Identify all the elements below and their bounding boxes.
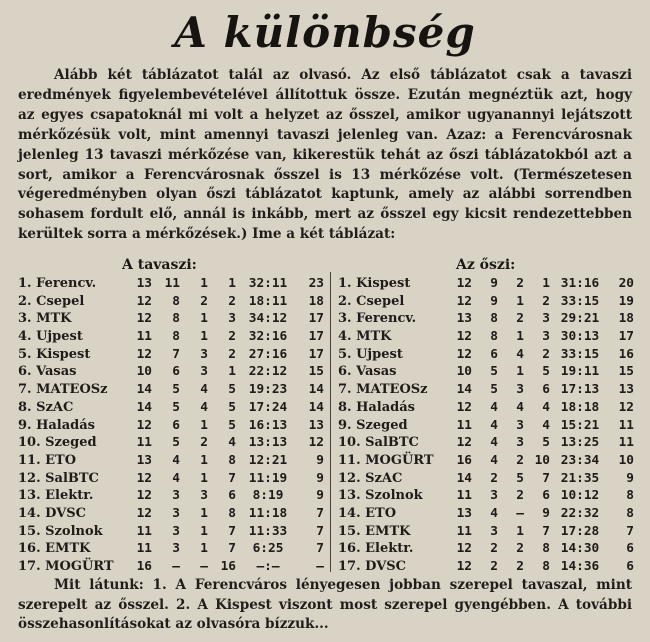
cell-pts: 11 (618, 417, 634, 433)
cell-d: 3 (200, 364, 208, 380)
cell-d: 1 (516, 523, 524, 539)
cell-goals: 14:36 (560, 559, 600, 574)
cell-p: 11 (136, 435, 152, 451)
cell-pts: 23 (308, 276, 324, 291)
cell-p: 12 (456, 293, 472, 309)
cell-team: 2. Csepel (338, 293, 405, 309)
cell-pts: 18 (308, 293, 324, 309)
cell-p: 11 (136, 329, 152, 345)
cell-d: 2 (200, 435, 208, 451)
cell-d: 2 (200, 293, 208, 309)
cell-pts: 16 (618, 346, 634, 362)
cell-goals: 14:30 (560, 541, 600, 557)
cell-w: 8 (172, 293, 180, 309)
cell-team: 3. MTK (18, 311, 72, 327)
cell-l: 4 (542, 417, 550, 433)
cell-d: 1 (200, 505, 208, 521)
cell-p: 13 (136, 452, 152, 468)
cell-w: 11 (164, 276, 180, 291)
cell-team: 13. Szolnok (338, 488, 423, 504)
cell-pts: 15 (308, 364, 324, 380)
cell-w: 3 (172, 505, 180, 521)
cell-goals: 11:33 (248, 523, 288, 539)
cell-w: 4 (490, 417, 498, 433)
cell-d: 2 (516, 452, 524, 468)
cell-d: 3 (516, 382, 524, 398)
cell-w: 4 (172, 452, 180, 468)
cell-w: 3 (172, 523, 180, 539)
table-row (18, 488, 328, 506)
cell-goals: 33:15 (560, 293, 600, 309)
cell-l: 1 (228, 364, 236, 380)
table-row (18, 506, 328, 524)
cell-w: 8 (172, 311, 180, 327)
cell-team: 14. DVSC (18, 505, 87, 521)
cell-w: 4 (490, 505, 498, 521)
table-row (338, 471, 638, 489)
cell-pts: 19 (618, 293, 634, 309)
cell-team: 10. Szeged (18, 435, 97, 451)
cell-pts: 9 (626, 470, 634, 486)
cell-pts: 17 (618, 329, 634, 345)
cell-l: 3 (542, 329, 550, 345)
cell-d: 4 (200, 399, 208, 415)
cell-d: 1 (200, 523, 208, 539)
cell-goals: 32:11 (248, 276, 288, 291)
cell-goals: 13:25 (560, 435, 600, 451)
cell-team: 5. Kispest (18, 346, 91, 362)
cell-d: 4 (516, 399, 524, 415)
cell-l: 2 (228, 329, 236, 345)
cell-team: 11. ETO (18, 452, 77, 468)
cell-p: 16 (456, 452, 472, 468)
cell-w: 6 (172, 364, 180, 380)
cell-l: 1 (228, 276, 236, 291)
cell-p: 12 (136, 346, 152, 362)
table-row (18, 329, 328, 347)
table-row (338, 382, 638, 400)
cell-goals: 12:21 (248, 452, 288, 468)
cell-pts: — (316, 559, 324, 574)
table-row (338, 559, 638, 577)
cell-pts: 12 (308, 435, 324, 451)
cell-p: 14 (136, 382, 152, 398)
cell-team: 13. Elektr. (18, 488, 94, 504)
cell-team: 1. Ferencv. (18, 276, 97, 291)
cell-goals: 15:21 (560, 417, 600, 433)
cell-d: 1 (516, 364, 524, 380)
cell-l: 7 (542, 523, 550, 539)
cell-l: 3 (228, 311, 236, 327)
cell-goals: 11:19 (248, 470, 288, 486)
cell-pts: 17 (308, 329, 324, 345)
cell-l: 8 (228, 452, 236, 468)
table-row (18, 382, 328, 400)
cell-d: 4 (516, 346, 524, 362)
cell-d: 4 (200, 382, 208, 398)
cell-w: 5 (172, 435, 180, 451)
cell-team: 10. SalBTC (338, 435, 419, 451)
table-row (338, 524, 638, 542)
cell-team: 14. ETO (338, 505, 397, 521)
cell-w: 4 (490, 435, 498, 451)
cell-d: 3 (200, 488, 208, 504)
table-row (338, 541, 638, 559)
cell-goals: 30:13 (560, 329, 600, 345)
cell-pts: 18 (618, 311, 634, 327)
cell-goals: 17:28 (560, 523, 600, 539)
cell-pts: 13 (308, 417, 324, 433)
table-row (18, 400, 328, 418)
cell-l: 6 (542, 382, 550, 398)
cell-d: 1 (516, 329, 524, 345)
cell-team: 3. Ferencv. (338, 311, 417, 327)
cell-pts: 8 (626, 505, 634, 521)
cell-pts: 15 (618, 364, 634, 380)
table-row (338, 400, 638, 418)
cell-l: 7 (228, 523, 236, 539)
cell-pts: 13 (618, 382, 634, 398)
cell-d: 2 (516, 276, 524, 291)
spring-standings-table (18, 276, 328, 577)
cell-l: 5 (542, 435, 550, 451)
cell-p: 13 (456, 311, 472, 327)
cell-l: 5 (228, 417, 236, 433)
cell-team: 7. MATEOSz (338, 382, 428, 398)
cell-p: 16 (136, 559, 152, 574)
table-row (18, 276, 328, 294)
cell-p: 12 (136, 505, 152, 521)
cell-p: 11 (456, 488, 472, 504)
cell-pts: 8 (626, 488, 634, 504)
cell-pts: 6 (626, 559, 634, 574)
cell-team: 11. MOGÜRT (338, 452, 434, 468)
cell-w: 8 (172, 329, 180, 345)
table-row (18, 541, 328, 559)
cell-w: 5 (172, 382, 180, 398)
cell-pts: 12 (618, 399, 634, 415)
cell-p: 11 (136, 541, 152, 557)
cell-p: 11 (136, 523, 152, 539)
cell-w: 5 (490, 382, 498, 398)
autumn-standings-table (338, 276, 638, 577)
cell-team: 12. SalBTC (18, 470, 99, 486)
table-row (338, 364, 638, 382)
table-row (338, 453, 638, 471)
table-row (18, 453, 328, 471)
cell-p: 12 (136, 488, 152, 504)
cell-d: 2 (516, 488, 524, 504)
cell-w: 2 (490, 541, 498, 557)
table-row (18, 311, 328, 329)
cell-goals: 27:16 (248, 346, 288, 362)
cell-w: 4 (490, 452, 498, 468)
table-row (338, 294, 638, 312)
cell-w: 6 (172, 417, 180, 433)
table-row (338, 329, 638, 347)
cell-team: 2. Csepel (18, 293, 85, 309)
cell-pts: 10 (618, 452, 634, 468)
spring-table-heading: A tavaszi: (122, 257, 197, 273)
cell-w: 3 (490, 523, 498, 539)
cell-w: 6 (490, 346, 498, 362)
cell-l: 1 (542, 276, 550, 291)
cell-team: 16. Elektr. (338, 541, 414, 557)
cell-team: 16. EMTK (18, 541, 91, 557)
cell-p: 12 (456, 559, 472, 574)
cell-goals: 34:12 (248, 311, 288, 327)
cell-l: 7 (542, 470, 550, 486)
cell-team: 4. MTK (338, 329, 392, 345)
table-row (18, 347, 328, 365)
cell-l: 8 (542, 559, 550, 574)
cell-l: 9 (542, 505, 550, 521)
cell-l: 6 (542, 488, 550, 504)
cell-w: 2 (490, 559, 498, 574)
article-intro: Alább két táblázatot talál az olvasó. Az első táblázatot csak a tavaszi eredmények figyelembevételével állítottuk össze. Ezután megnéztük azt, hogy az egyes csapatoknál mi volt a helyzet az ősszel, amikor ugyanannyi lejátszott mérkőzésük volt, mint amennyi tavaszi jelenleg van. Azaz: a Ferencvárosnak jelenleg 13 tavaszi mérkőzése van, kikerestük tehát az őszi táblázatokból azt a sort, amikor a Ferencvárosnak ősszel is 13 mérkőzése volt. (Természetesen végeredményben olyan őszi táblázatot kaptunk, amely az alábbi sorrendben sohasem fordult elő, annál is inkább, mert az ősszel egy kicsit rendezettebben kerültek sorra a mérkőzések.) Ime a két táblázat: (18, 67, 632, 243)
cell-goals: 32:16 (248, 329, 288, 345)
cell-pts: 9 (316, 452, 324, 468)
cell-goals: 22:32 (560, 505, 600, 521)
cell-pts: 9 (316, 488, 324, 504)
cell-p: 12 (456, 276, 472, 291)
cell-l: 8 (542, 541, 550, 557)
cell-l: 8 (228, 505, 236, 521)
cell-d: 2 (516, 541, 524, 557)
cell-d: 2 (516, 311, 524, 327)
cell-team: 9. Haladás (18, 417, 95, 433)
cell-p: 12 (456, 435, 472, 451)
table-row (338, 276, 638, 294)
cell-d: 3 (200, 346, 208, 362)
cell-l: 3 (542, 311, 550, 327)
cell-team: 7. MATEOSz (18, 382, 108, 398)
cell-goals: 19:11 (560, 364, 600, 380)
cell-w: 3 (172, 541, 180, 557)
cell-w: 4 (490, 399, 498, 415)
cell-d: 1 (516, 293, 524, 309)
cell-team: 17. DVSC (338, 559, 407, 574)
cell-goals: 33:15 (560, 346, 600, 362)
cell-p: 10 (136, 364, 152, 380)
article-conclusion: Mit látunk: 1. A Ferencváros lényegesen jobban szerepel tavaszal, mint szerepelt az ősszel. 2. A Kispest viszont most szerepel gyengébben. A további összehasonlításokat az olvasóra bízzuk... (18, 577, 632, 632)
table-row (18, 471, 328, 489)
cell-goals: 16:13 (248, 417, 288, 433)
cell-goals: 6:25 (252, 541, 284, 557)
table-row (18, 364, 328, 382)
cell-team: 17. MOGÜRT (18, 559, 114, 574)
cell-w: 8 (490, 329, 498, 345)
column-divider (330, 272, 331, 572)
cell-goals: 11:18 (248, 505, 288, 521)
cell-pts: 9 (316, 470, 324, 486)
cell-d: 3 (516, 435, 524, 451)
cell-p: 12 (456, 346, 472, 362)
cell-d: 2 (516, 559, 524, 574)
cell-p: 11 (456, 523, 472, 539)
cell-pts: 14 (308, 382, 324, 398)
cell-goals: —:— (256, 559, 280, 574)
cell-p: 12 (136, 470, 152, 486)
cell-team: 12. SzAC (338, 470, 403, 486)
cell-goals: 23:34 (560, 452, 600, 468)
cell-l: 10 (534, 452, 550, 468)
table-row (338, 435, 638, 453)
cell-p: 12 (136, 293, 152, 309)
cell-d: 3 (516, 417, 524, 433)
cell-l: 7 (228, 470, 236, 486)
cell-l: 2 (228, 293, 236, 309)
cell-team: 15. EMTK (338, 523, 411, 539)
cell-w: 4 (172, 470, 180, 486)
cell-w: 5 (172, 399, 180, 415)
article-title: A különbség (174, 8, 476, 57)
cell-team: 15. Szolnok (18, 523, 103, 539)
cell-w: 9 (490, 276, 498, 291)
table-row (338, 347, 638, 365)
cell-team: 9. Szeged (338, 417, 408, 433)
cell-team: 4. Ujpest (18, 329, 83, 345)
cell-l: 2 (542, 346, 550, 362)
cell-pts: 17 (308, 311, 324, 327)
cell-d: 1 (200, 541, 208, 557)
cell-pts: 20 (618, 276, 634, 291)
table-row (338, 311, 638, 329)
cell-d: 1 (200, 452, 208, 468)
table-row (18, 524, 328, 542)
cell-goals: 10:12 (560, 488, 600, 504)
cell-l: 16 (220, 559, 236, 574)
cell-l: 5 (228, 382, 236, 398)
cell-team: 6. Vasas (338, 364, 397, 380)
cell-pts: 17 (308, 346, 324, 362)
cell-w: 2 (490, 470, 498, 486)
cell-l: 4 (542, 399, 550, 415)
cell-p: 10 (456, 364, 472, 380)
cell-w: 9 (490, 293, 498, 309)
cell-team: 5. Ujpest (338, 346, 403, 362)
cell-goals: 31:16 (560, 276, 600, 291)
cell-d: 1 (200, 311, 208, 327)
cell-d: — (200, 559, 208, 574)
cell-pts: 7 (316, 523, 324, 539)
cell-d: — (516, 505, 524, 521)
cell-team: 8. SzAC (18, 399, 74, 415)
cell-d: 5 (516, 470, 524, 486)
cell-p: 13 (136, 276, 152, 291)
cell-d: 1 (200, 329, 208, 345)
cell-w: 5 (490, 364, 498, 380)
table-row (18, 294, 328, 312)
cell-team: 6. Vasas (18, 364, 77, 380)
cell-p: 12 (456, 399, 472, 415)
cell-w: 3 (172, 488, 180, 504)
cell-team: 1. Kispest (338, 276, 411, 291)
table-row (338, 418, 638, 436)
table-row (18, 435, 328, 453)
table-row (338, 506, 638, 524)
cell-goals: 21:35 (560, 470, 600, 486)
cell-p: 11 (456, 417, 472, 433)
cell-pts: 14 (308, 399, 324, 415)
cell-p: 14 (136, 399, 152, 415)
cell-pts: 7 (316, 505, 324, 521)
cell-p: 14 (456, 470, 472, 486)
table-row (18, 559, 328, 577)
cell-team: 8. Haladás (338, 399, 415, 415)
cell-p: 12 (136, 417, 152, 433)
cell-d: 1 (200, 417, 208, 433)
cell-l: 5 (542, 364, 550, 380)
cell-l: 2 (228, 346, 236, 362)
cell-goals: 29:21 (560, 311, 600, 327)
cell-w: 7 (172, 346, 180, 362)
table-row (18, 418, 328, 436)
cell-goals: 19:23 (248, 382, 288, 398)
cell-l: 6 (228, 488, 236, 504)
cell-goals: 18:11 (248, 293, 288, 309)
cell-p: 12 (456, 329, 472, 345)
cell-p: 12 (456, 541, 472, 557)
cell-p: 14 (456, 382, 472, 398)
cell-p: 12 (136, 311, 152, 327)
cell-l: 5 (228, 399, 236, 415)
cell-goals: 13:13 (248, 435, 288, 451)
cell-d: 1 (200, 470, 208, 486)
cell-pts: 11 (618, 435, 634, 451)
cell-pts: 6 (626, 541, 634, 557)
cell-goals: 17:24 (248, 399, 288, 415)
cell-pts: 7 (626, 523, 634, 539)
cell-p: 13 (456, 505, 472, 521)
cell-goals: 18:18 (560, 399, 600, 415)
cell-w: 8 (490, 311, 498, 327)
cell-w: — (172, 559, 180, 574)
cell-l: 2 (542, 293, 550, 309)
cell-goals: 17:13 (560, 382, 600, 398)
cell-d: 1 (200, 276, 208, 291)
autumn-table-heading: Az őszi: (456, 257, 516, 273)
cell-goals: 22:12 (248, 364, 288, 380)
cell-pts: 7 (316, 541, 324, 557)
cell-l: 4 (228, 435, 236, 451)
cell-l: 7 (228, 541, 236, 557)
table-row (338, 488, 638, 506)
cell-w: 3 (490, 488, 498, 504)
cell-goals: 8:19 (252, 488, 284, 504)
